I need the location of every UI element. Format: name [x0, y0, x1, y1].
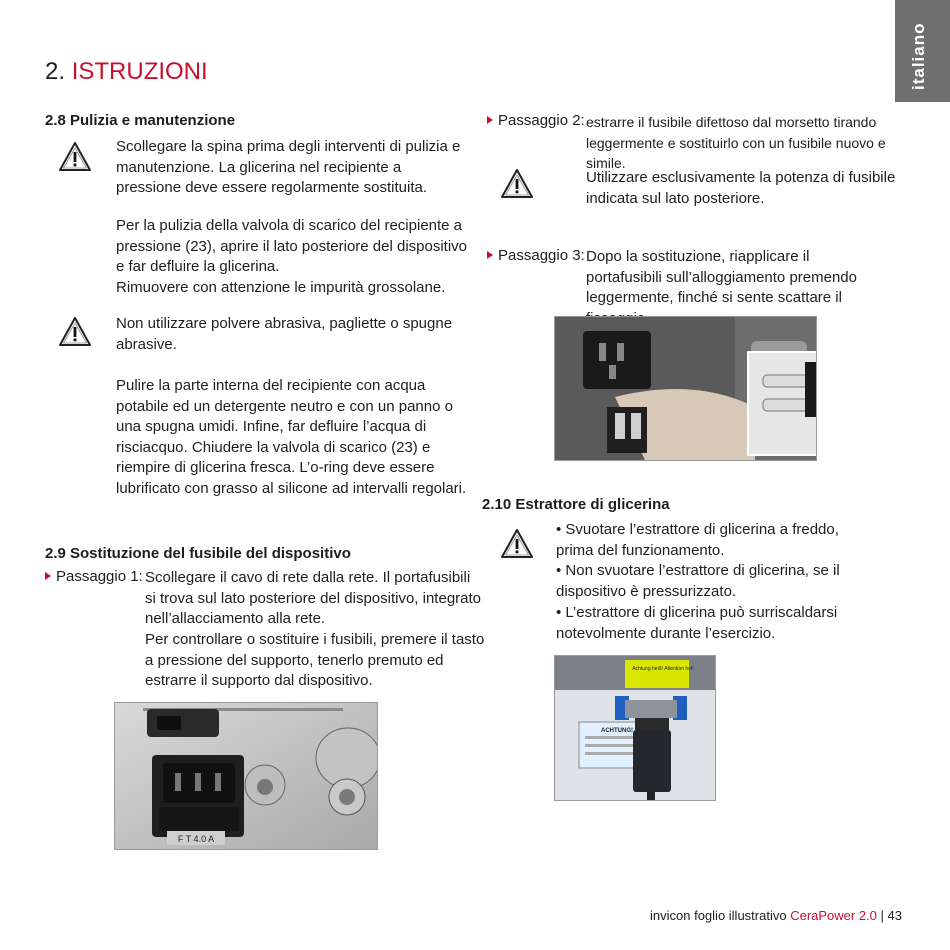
step-bullet-icon [487, 251, 493, 259]
step-1-text-2: Per controllare o sostituire i fusibili, premere il tasto a pressione del supporto, tenerlo premuto ed estrarre il supporto dal dispositivo. [145, 631, 485, 689]
paragraph-2: Rimuovere con attenzione le impurità grossolane. [116, 279, 446, 296]
step-3-text: Dopo la sostituzione, riapplicare il portafusibili sull’alloggiamento premendo leggermente, finché si sente scattare il [586, 248, 857, 306]
warning-icon [58, 141, 92, 173]
heading-2-8: 2.8 Pulizia e manutenzione [45, 112, 236, 129]
step-1-label: Passaggio 1: [45, 568, 143, 585]
warning-icon [500, 168, 534, 200]
hot-warning-sticker: Achtung heiß! Attention hot! [632, 666, 694, 672]
bullet-2: • Non svuotare l’estrattore di glicerina, se il dispositivo è pressurizzato. [556, 562, 840, 600]
language-tab [895, 0, 950, 102]
step-2-text: estrarre il fusibile difettoso dal morsetto tirando leggermente e sostituirlo con un fusibile nuovo e simile. [586, 114, 886, 171]
step-2-label: Passaggio 2: [487, 112, 585, 129]
fuse-holder-photo [114, 702, 378, 850]
step-bullet-icon [45, 572, 51, 580]
footer-separator: | [876, 908, 888, 923]
step-3-label: Passaggio 3: [487, 247, 585, 264]
section-number: 2. [45, 58, 66, 85]
caution-sticker: ACHTUNG! [601, 728, 633, 734]
step-1-text: Scollegare il cavo di rete dalla rete. Il portafusibili si trova sul lato posteriore del dispositivo, integrato nell’allacciamento alla rete. [145, 569, 482, 627]
heading-2-9: 2.9 Sostituzione del fusibile del dispositivo [45, 545, 351, 562]
glycerin-extractor-photo [554, 655, 716, 801]
warning-text-1: Scollegare la spina prima degli interventi di pulizia e manutenzione. La glicerina nel recipiente a pressione deve essere regolarmente sostituita. [116, 138, 461, 196]
paragraph-3: Pulire la parte interna del recipiente con acqua potabile ed un detergente neutro e con un panno o una spugna umidi. Infine, far defluire l’acqua di risciacquo. Chiudere la valvola di scarico (23) e riempire di glicerina fresca. L’o-ring deve essere lubrificato con grasso al silicone ad intervalli regolari. [116, 377, 467, 497]
page-footer [650, 908, 902, 923]
step-2-warning-text: Utilizzare esclusivamente la potenza di fusibile indicata sul lato posteriore. [586, 169, 896, 207]
footer-prefix: invicon foglio illustrativo [650, 908, 791, 923]
bullet-1: • Svuotare l’estrattore di glicerina a freddo, prima del funzionamento. [556, 521, 839, 559]
paragraph-1: Per la pulizia della valvola di scarico del recipiente a pressione (23), aprire il lato posteriore del dispositivo e far defluire la glicerina. [116, 217, 468, 275]
warning-icon [500, 528, 534, 560]
language-label: italiano [909, 22, 928, 90]
page-title [45, 58, 208, 86]
fuse-replacement-photo [554, 316, 817, 461]
heading-2-10: 2.10 Estrattore di glicerina [482, 496, 670, 513]
fuse-rating-label: F T 4.0 A [177, 834, 215, 844]
bullet-3: • L’estrattore di glicerina può surriscaldarsi notevolmente durante l’esercizio. [556, 604, 838, 642]
warning-text-2: Non utilizzare polvere abrasiva, pagliette o spugne abrasive. [116, 315, 453, 353]
warning-icon [58, 316, 92, 348]
step-bullet-icon [487, 116, 493, 124]
section-title: ISTRUZIONI [71, 58, 208, 85]
page-number: 43 [887, 908, 902, 923]
footer-product: CeraPower 2.0 [790, 908, 877, 923]
